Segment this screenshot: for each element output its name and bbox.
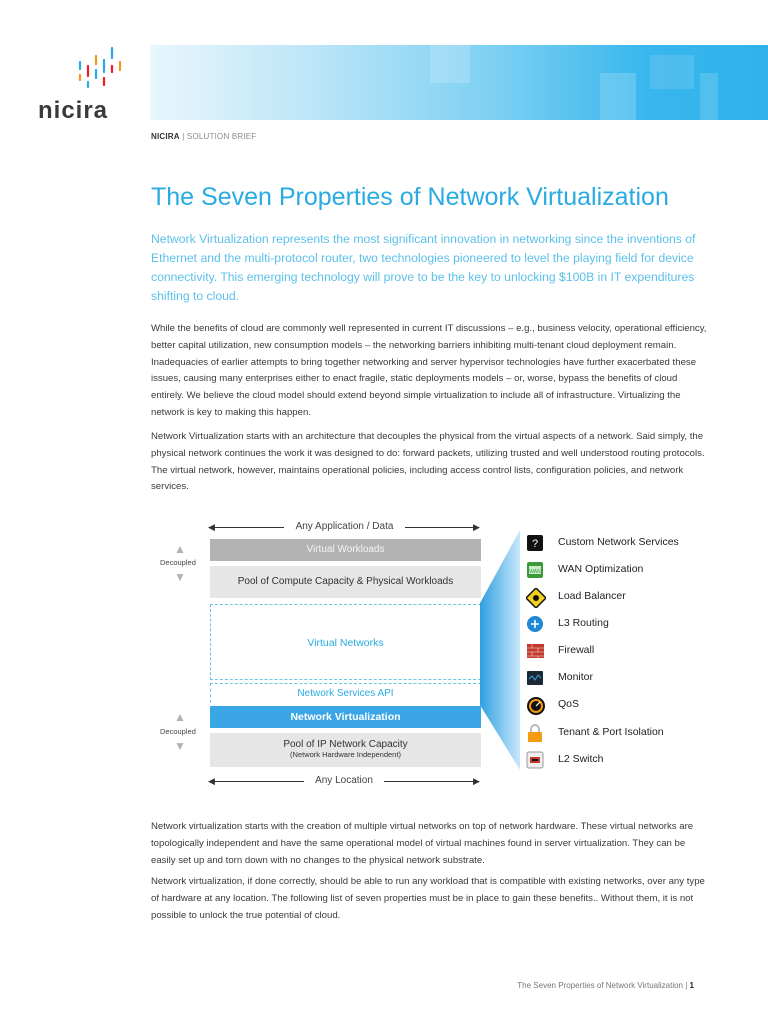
wan-icon [526,561,544,579]
footer-separator: | [685,981,688,990]
decoupled-label-top: Decoupled [160,558,196,567]
service-label-l3-routing: L3 Routing [558,617,609,629]
page-footer [517,981,694,990]
arrow-right-head-icon: ▶ [473,776,480,786]
switch-icon [526,751,544,769]
service-label-firewall: Firewall [558,644,595,656]
monitor-icon [526,669,544,687]
gauge-icon [526,696,544,714]
lede-paragraph: Network Virtualization represents the most significant innovation in networking since the inventions of Ethernet and the multi-protocol router, two technologies pioneered to level the playing field for device connectivity. This emerging technology will prove to be the key to unlocking $100B in IT expenditures shifting to cloud. [151,232,696,303]
firewall-icon [526,642,544,660]
body-paragraph-1: While the benefits of cloud are commonly well represented in current IT discussions – e.g., business velocity, operational efficiency, better capital utilization, new consumption models – the networking barriers inhibiting multi-tenant cloud deployment remain. Inadequacies of earlier attempts to bring together networking and server hypervisor technologies have further exacerbated these issues, causing many enterprises either to enact fragile, static deployments models – or, worse, bypass the benefits of cloud entirely. We believe the cloud model should extend beyond simple virtualization to include all of infrastructure. Virtualizing the network is key to making this happen. [151,323,707,418]
up-triangle-icon: ▲ [174,710,186,724]
top-arrow-left-line [212,527,284,528]
bottom-arrow-right-line [384,781,479,782]
service-label-monitor: Monitor [558,671,594,683]
service-label-load-balancer: Load Balancer [558,590,626,602]
crumb-separator: | [182,132,185,141]
bottom-arrow-label: Any Location [315,775,373,786]
page-title: The Seven Properties of Network Virtualization [151,183,669,211]
nicira-logo [36,42,126,122]
crumb-section: SOLUTION BRIEF [186,132,257,141]
ip-pool-sublabel: (Network Hardware Independent) [290,750,401,759]
layer-compute-pool: Pool of Compute Capacity & Physical Workloads [210,566,481,598]
arrow-left-head-icon: ◀ [208,522,215,532]
service-label-qos: QoS [558,698,580,710]
svg-text:WAN: WAN [529,569,541,575]
services-fan-shape [480,530,520,770]
crumb-company: NICIRA [151,132,180,141]
arrow-right-head-icon: ▶ [473,522,480,532]
ip-pool-label: Pool of IP Network Capacity [283,739,408,750]
body-paragraph-2: Network Virtualization starts with an architecture that decouples the physical from the virtual aspects of a network. Said simply, the physical network continues the work it was designed to do: forward packets, utilizing trusted and well understood routing protocols. The virtual network, however, maintains operational policies, including access control lists, configuration policies, and network services. [151,431,705,493]
lock-icon [526,723,544,741]
layer-ip-pool [210,733,481,767]
service-label-l2-switch: L2 Switch [558,753,604,765]
arrow-left-head-icon: ◀ [208,776,215,786]
down-triangle-icon: ▼ [174,570,186,584]
svg-text:?: ? [531,538,539,550]
layer-virtual-workloads: Virtual Workloads [210,539,481,561]
down-triangle-icon: ▼ [174,739,186,753]
breadcrumb [151,132,256,141]
layer-virtual-networks: Virtual Networks [210,604,481,680]
logo-wordmark: nicira [38,97,109,124]
body-paragraph-4: Network virtualization, if done correctly, should be able to run any workload that is compatible with existing networks, over any type of hardware at any location. The following list of seven properties must be in place to gain these benefits.. Without them, it is not possible to unlock the true potential of cloud. [151,876,705,921]
service-label-custom: Custom Network Services [558,536,679,548]
service-label-wan: WAN Optimization [558,563,644,575]
bottom-arrow-left-line [212,781,304,782]
router-icon [526,615,544,633]
page-number: 1 [689,981,694,990]
body-paragraph-3: Network virtualization starts with the creation of multiple virtual networks on top of network hardware. These virtual networks are topologically independent and have the same operational model of virtual machines found in server virtualization. They can be easily set up and torn down with no changes to the physical network substrate. [151,821,694,866]
question-icon [526,534,544,552]
layer-services-api: Network Services API [210,683,481,703]
decoupled-label-bottom: Decoupled [160,727,196,736]
footer-doc-title: The Seven Properties of Network Virtualization [517,981,683,990]
service-label-tenant-isolation: Tenant & Port Isolation [558,726,664,738]
top-arrow-right-line [405,527,479,528]
up-triangle-icon: ▲ [174,542,186,556]
load-balancer-icon [526,588,544,606]
layer-network-virtualization: Network Virtualization [210,706,481,728]
top-arrow-label: Any Application / Data [295,521,394,532]
header-banner [150,45,768,120]
